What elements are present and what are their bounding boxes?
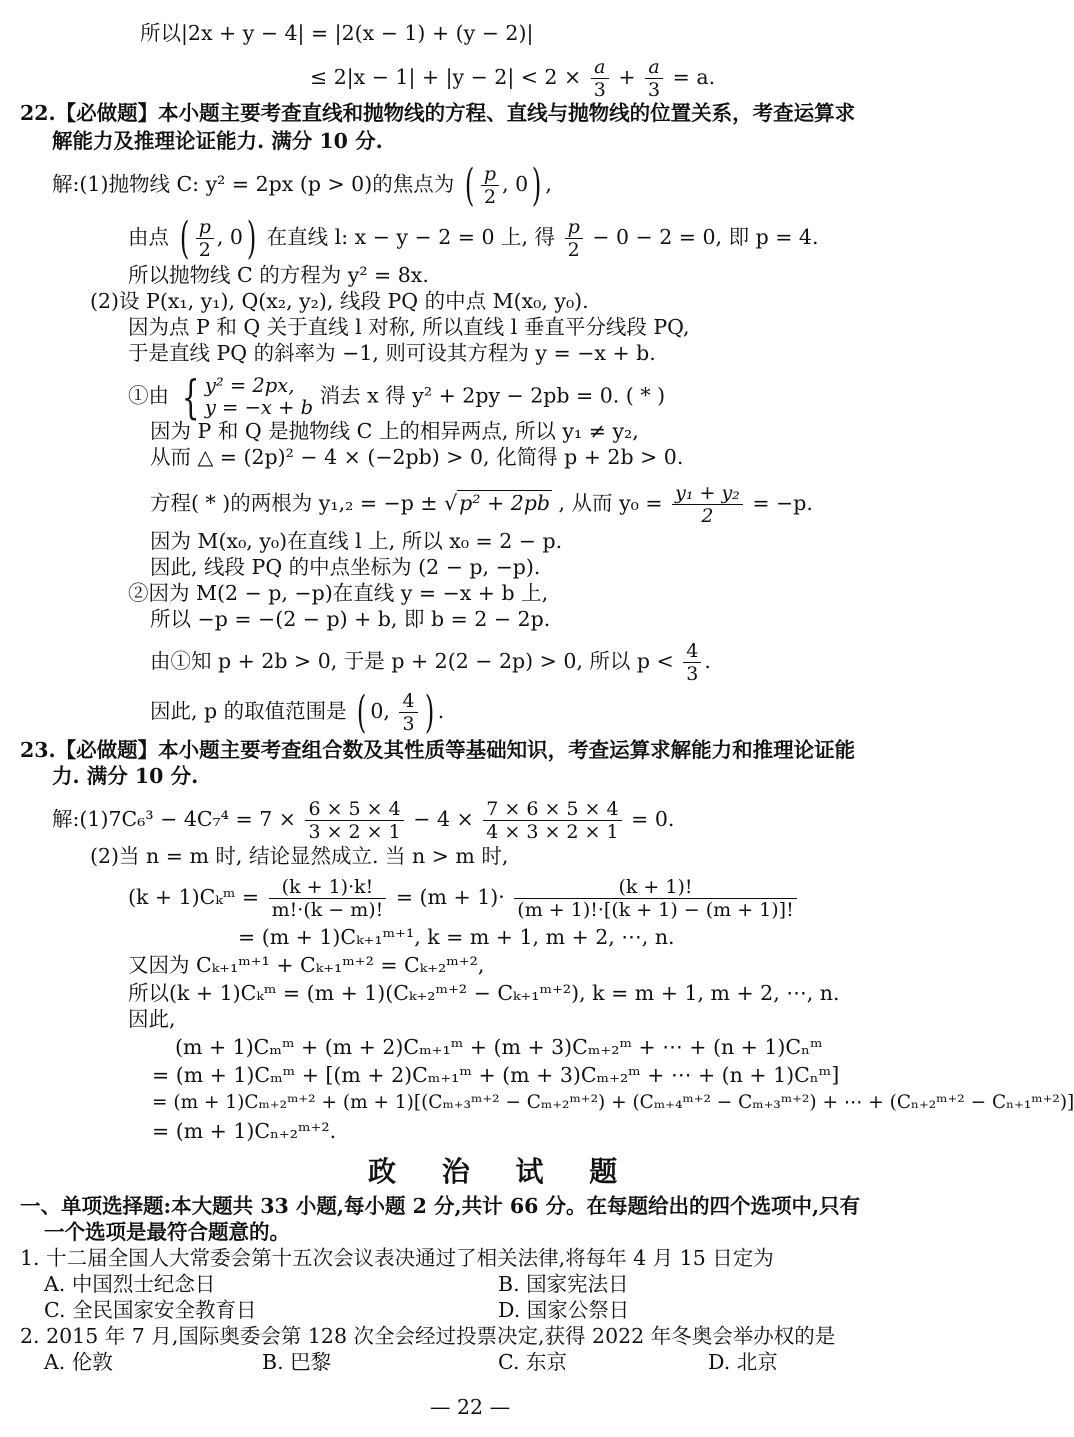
math-line: ②因为 M(2 − p, −p)在直线 y = −x + b 上,	[128, 581, 549, 605]
math-line: 因此, p 的取值范围是 ( 0, $\frac{4}{3}$ ) .	[150, 686, 445, 738]
math-line: 方程( * )的两根为 y₁,₂ = −p ± √p² + 2pb , 从而 y₀ = $\frac{\text{y₁ + y₂}}{2}$ = −p.	[150, 482, 813, 527]
math-line: ①由 { y² = 2px, y = −x + b 消去 x 得 y² + 2py − 2pb = 0. ( * )	[128, 370, 666, 424]
instructions-cont: 一个选项是最符合题意的。	[44, 1220, 290, 1244]
math-line: 所以|2x + y − 4| = |2(x − 1) + (y − 2)|	[140, 21, 534, 45]
q1-option-d: D. 国家公祭日	[498, 1298, 630, 1322]
question-2: 2. 2015 年 7 月,国际奥委会第 128 次全会经过投票决定,获得 2022 年冬奥会举办权的是	[20, 1324, 836, 1348]
question-1: 1. 十二届全国人大常委会第十五次会议表决通过了相关法律,将每年 4 月 15 日定为	[20, 1246, 774, 1270]
fraction: $\frac{a}{3}$	[645, 56, 663, 101]
math-line: 因此, 线段 PQ 的中点坐标为 (2 − p, −p).	[150, 555, 541, 579]
q2-option-c: C. 东京	[498, 1350, 567, 1374]
q23-header-cont: 力. 满分 10 分.	[52, 764, 199, 788]
math-line: 从而 △ = (2p)² − 4 × (−2pb) > 0, 化简得 p + 2b > 0.	[150, 445, 684, 469]
q1-option-c: C. 全民国家安全教育日	[44, 1298, 257, 1322]
math-line: = (m + 1)Cₘ₊₂ᵐ⁺² + (m + 1)[(Cₘ₊₃ᵐ⁺² − Cₘ₊₂ᵐ⁺²) + (Cₘ₊₄ᵐ⁺² − Cₘ₊₃ᵐ⁺²) + ⋯ + (Cₙ₊₂ᵐ⁺² − Cₙ₊₁ᵐ⁺²)]	[152, 1092, 1074, 1113]
math-text: +	[618, 65, 636, 89]
math-line: 所以 −p = −(2 − p) + b, 即 b = 2 − 2p.	[150, 607, 551, 631]
math-line: 由①知 p + 2b > 0, 于是 p + 2(2 − 2p) > 0, 所以 p < $\frac{4}{3}$ .	[150, 640, 711, 685]
q23-header: 23.【必做题】本小题主要考查组合数及其性质等基础知识，考查运算求解能力和推理论证能	[20, 738, 856, 762]
q1-option-a: A. 中国烈士纪念日	[44, 1272, 216, 1296]
q2-option-a: A. 伦敦	[44, 1350, 113, 1374]
math-line: 因为 P 和 Q 是抛物线 C 上的相异两点, 所以 y₁ ≠ y₂,	[150, 419, 639, 443]
math-line: 因为点 P 和 Q 关于直线 l 对称, 所以直线 l 垂直平分线段 PQ,	[128, 315, 690, 339]
math-line: 由点 ( $\frac{p}{2}$ , 0) 在直线 l: x − y − 2 = 0 上, 得 $\frac{p}{2}$ − 0 − 2 = 0, 即 p = 4.	[128, 212, 819, 264]
q2-option-b: B. 巴黎	[262, 1350, 332, 1374]
math-line: = (m + 1)Cₙ₊₂ᵐ⁺².	[152, 1119, 337, 1143]
math-line: 因此,	[128, 1007, 176, 1031]
fraction: $\frac{a}{3}$	[591, 56, 609, 101]
math-line: (m + 1)Cₘᵐ + (m + 2)Cₘ₊₁ᵐ + (m + 3)Cₘ₊₂ᵐ + ⋯ + (n + 1)Cₙᵐ	[175, 1035, 823, 1059]
section-title: 政 治 试 题	[368, 1155, 636, 1188]
math-line: 解:(1)7C₆³ − 4C₇⁴ = 7 × $\frac{6 \times 5 \times 4}{3 \times 2 \times 1}$ − 4 × $\frac{7 \times 6 \times 5 \times 4}{4 \times 3 \times 2 \times 1}$ = 0.	[52, 798, 675, 843]
q22-header-cont: 解能力及推理论证能力. 满分 10 分.	[52, 129, 383, 153]
math-line: 又因为 Cₖ₊₁ᵐ⁺¹ + Cₖ₊₁ᵐ⁺² = Cₖ₊₂ᵐ⁺²,	[128, 953, 485, 977]
math-line: 因为 M(x₀, y₀)在直线 l 上, 所以 x₀ = 2 − p.	[150, 529, 563, 553]
q22-header: 22.【必做题】本小题主要考查直线和抛物线的方程、直线与抛物线的位置关系，考查运算求	[20, 101, 856, 125]
page-number: — 22 —	[430, 1395, 511, 1419]
math-line: 于是直线 PQ 的斜率为 −1, 则可设其方程为 y = −x + b.	[128, 341, 656, 365]
q1-option-b: B. 国家宪法日	[498, 1272, 629, 1296]
math-text: ≤ 2|x − 1| + |y − 2| < 2 ×	[310, 65, 582, 89]
math-line: 所以抛物线 C 的方程为 y² = 8x.	[128, 263, 429, 287]
math-text: = a.	[672, 65, 716, 89]
instructions: 一、单项选择题:本大题共 33 小题,每小题 2 分,共计 66 分。在每题给出的四个选项中,只有	[20, 1194, 861, 1218]
math-line	[310, 56, 715, 101]
math-line: (2)设 P(x₁, y₁), Q(x₂, y₂), 线段 PQ 的中点 M(x₀, y₀).	[90, 289, 589, 313]
math-line: 解:(1)抛物线 C: y² = 2px (p > 0)的焦点为 ( $\frac{p}{2}$ , 0) ,	[52, 159, 552, 211]
math-line: 所以(k + 1)Cₖᵐ = (m + 1)(Cₖ₊₂ᵐ⁺² − Cₖ₊₁ᵐ⁺²), k = m + 1, m + 2, ⋯, n.	[128, 981, 840, 1005]
math-line: = (m + 1)Cₘᵐ + [(m + 2)Cₘ₊₁ᵐ + (m + 3)Cₘ₊₂ᵐ + ⋯ + (n + 1)Cₙᵐ]	[152, 1063, 840, 1087]
math-line: (2)当 n = m 时, 结论显然成立. 当 n > m 时,	[90, 844, 509, 868]
q2-option-d: D. 北京	[708, 1350, 778, 1374]
math-line: = (m + 1)Cₖ₊₁ᵐ⁺¹, k = m + 1, m + 2, ⋯, n.	[238, 925, 675, 949]
math-line: (k + 1)Cₖᵐ = $\frac{(k + 1)\cdot k!}{m!\cdot(k - m)!}$ = (m + 1)· $\frac{(k + 1)!}{(m + 1)!\cdot[(k + 1) - (m + 1)]!}$	[128, 876, 800, 921]
